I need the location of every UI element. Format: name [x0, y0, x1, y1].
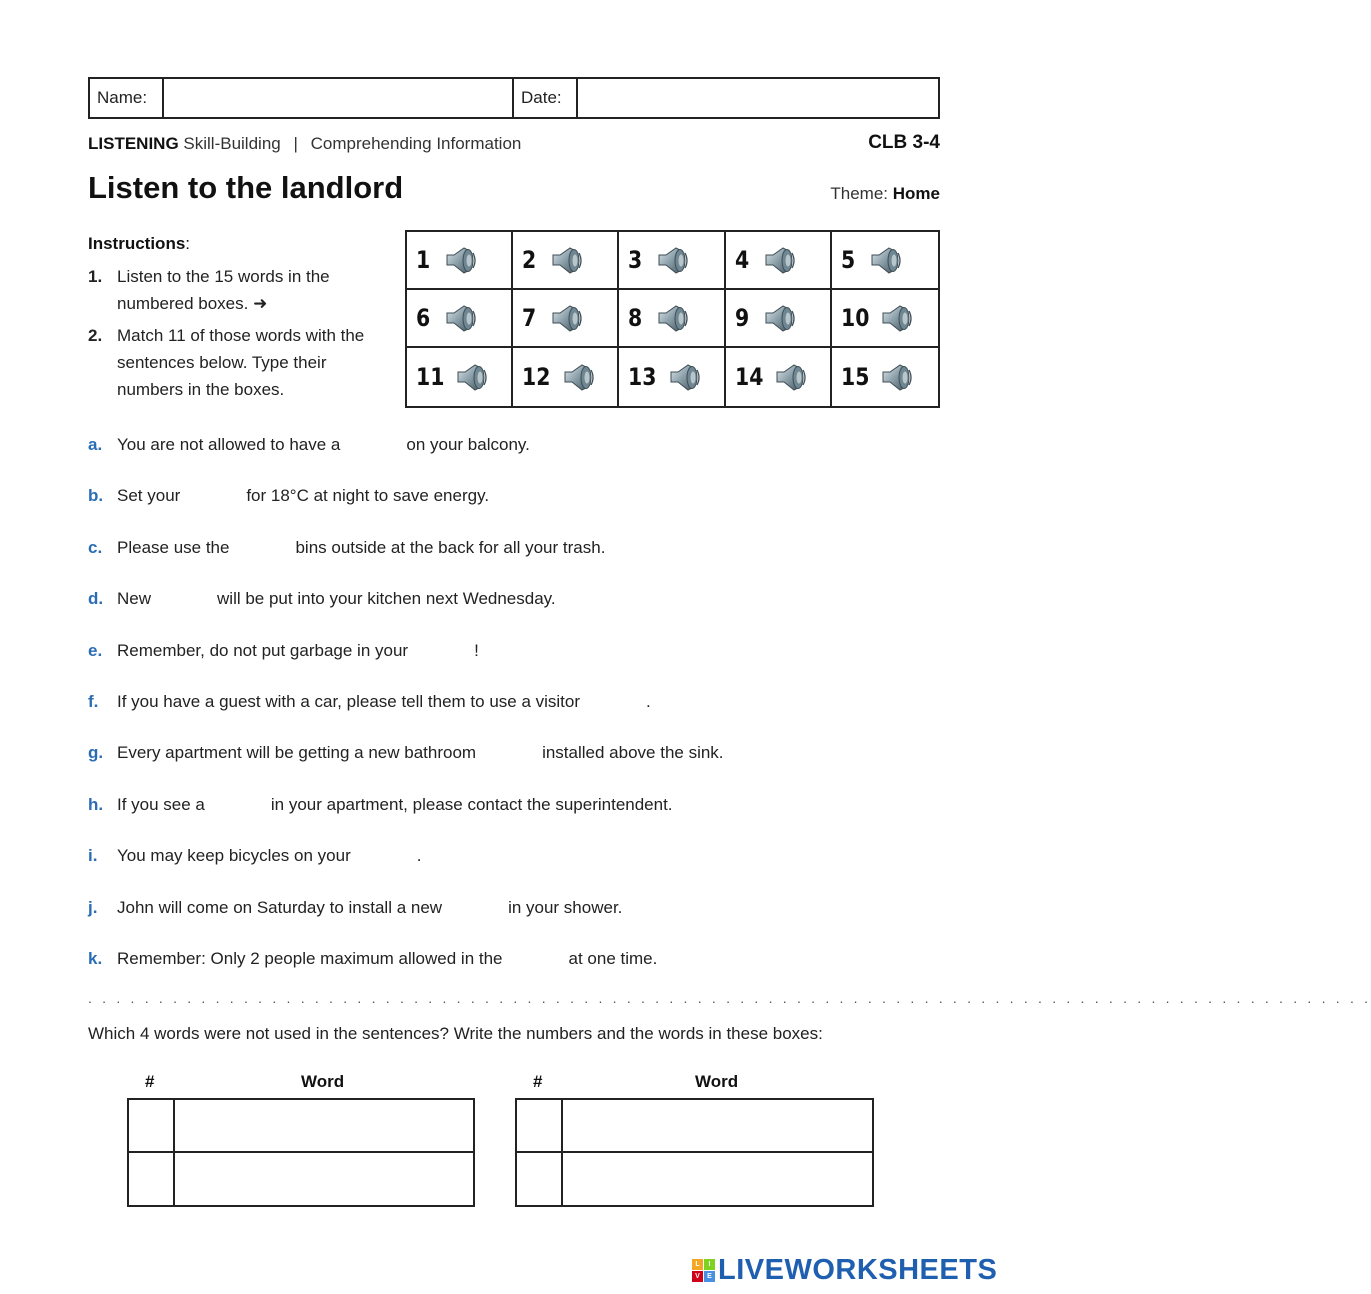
table1-word-header: Word	[301, 1072, 345, 1091]
audio-box[interactable]	[513, 348, 619, 406]
sentence-text-before: John will come on Saturday to install a new	[117, 898, 443, 917]
audio-box[interactable]	[619, 232, 725, 290]
sentence-item	[88, 739, 724, 767]
audio-box[interactable]	[726, 348, 832, 406]
speaker-icon	[550, 245, 584, 275]
answer-blank[interactable]	[478, 741, 540, 765]
sentence-text-before: You may keep bicycles on your	[117, 846, 351, 865]
sentence-letter: f.	[88, 692, 99, 711]
sentence-text-before: If you have a guest with a car, please tell them to use a visitor	[117, 692, 581, 711]
audio-box[interactable]	[513, 290, 619, 348]
unused-words-question: Which 4 words were not used in the sentences? Write the numbers and the words in these boxes:	[88, 1024, 823, 1043]
table2-word-header: Word	[695, 1072, 739, 1091]
audio-box[interactable]	[407, 348, 513, 406]
speaker-icon	[656, 245, 690, 275]
sentence-text-before: Remember, do not put garbage in your	[117, 641, 409, 660]
instructions-heading	[88, 234, 190, 254]
sentence-item	[88, 482, 489, 510]
audio-box-number: 15	[840, 363, 870, 391]
theme-label: Theme:	[830, 184, 889, 203]
table-row	[517, 1153, 872, 1206]
audio-box-number: 1	[416, 246, 431, 274]
logo-block: E	[704, 1271, 715, 1282]
word-input[interactable]	[175, 1153, 473, 1206]
number-cell	[129, 1153, 175, 1206]
sentence-text-before: Please use the	[117, 538, 230, 557]
answer-blank[interactable]	[342, 433, 404, 457]
speaker-icon	[455, 362, 489, 392]
word-cell	[175, 1153, 473, 1206]
speaker-icon	[763, 303, 797, 333]
audio-box[interactable]	[832, 348, 938, 406]
sentence-letter: k.	[88, 949, 103, 968]
date-label: Date:	[514, 79, 578, 117]
sentence-text-after: bins outside at the back for all your trash.	[295, 538, 606, 557]
answer-blank[interactable]	[231, 536, 293, 560]
sentence-text-after: !	[474, 641, 479, 660]
sentence-text-after: for 18°C at night to save energy.	[246, 486, 490, 505]
sentence-letter: h.	[88, 795, 104, 814]
instruction-step	[88, 263, 378, 317]
speaker-icon	[656, 303, 690, 333]
sentence-item	[88, 842, 421, 870]
sentence-text-after: .	[416, 846, 422, 865]
sentence-letter: a.	[88, 435, 103, 454]
name-field[interactable]	[164, 79, 512, 117]
sentence-text-after: .	[646, 692, 651, 711]
audio-box-number: 2	[522, 246, 537, 274]
sentence-text-after: installed above the sink.	[542, 743, 724, 762]
audio-box-number: 6	[416, 304, 431, 332]
sentence-item	[88, 585, 556, 613]
audio-box[interactable]	[832, 232, 938, 290]
sentence-text-before: Every apartment will be getting a new bathroom	[117, 743, 477, 762]
instruction-number: 1.	[88, 267, 103, 286]
instructions-heading-text: Instructions	[88, 234, 186, 253]
number-cell	[517, 1100, 563, 1151]
audio-box-number: 10	[840, 304, 870, 332]
page-title: Listen to the landlord	[88, 170, 404, 205]
answer-blank[interactable]	[353, 844, 415, 868]
sentence-letter: j.	[88, 898, 98, 917]
audio-box[interactable]	[619, 348, 725, 406]
number-input[interactable]	[517, 1153, 561, 1206]
speaker-icon	[444, 245, 478, 275]
audio-box-number: 14	[734, 363, 763, 391]
word-cell	[563, 1100, 872, 1151]
sentence-text-after: at one time.	[568, 949, 658, 968]
sentence-item	[88, 688, 651, 716]
table-row	[129, 1100, 473, 1153]
audio-box-number: 9	[734, 304, 749, 332]
answer-blank[interactable]	[182, 484, 244, 508]
word-input[interactable]	[563, 1100, 872, 1151]
sentence-letter: b.	[88, 486, 104, 505]
sentence-text-before: If you see a	[117, 795, 205, 814]
audio-word-grid	[405, 230, 940, 408]
sentence-text-after: in your apartment, please contact the superintendent.	[270, 795, 673, 814]
audio-box-number: 4	[734, 246, 749, 274]
clb-level: CLB 3-4	[868, 132, 940, 153]
number-input[interactable]	[517, 1100, 561, 1151]
liveworksheets-logo	[692, 1253, 997, 1287]
sentence-item	[88, 637, 479, 665]
sentence-text-after: in your shower.	[508, 898, 623, 917]
number-input[interactable]	[129, 1100, 173, 1151]
instruction-number: 2.	[88, 326, 103, 345]
audio-box-number: 11	[416, 363, 445, 391]
answer-blank[interactable]	[505, 947, 567, 971]
instructions-colon: :	[185, 234, 191, 253]
answer-blank[interactable]	[207, 793, 269, 817]
table-row	[517, 1100, 872, 1153]
instruction-text: Match 11 of those words with the sentences below. Type their numbers in the boxes.	[117, 326, 365, 399]
theme-value: Home	[892, 184, 940, 203]
answer-table-left	[127, 1098, 475, 1207]
sentence-item	[88, 945, 657, 973]
number-input[interactable]	[129, 1153, 173, 1206]
table2-num-header: #	[533, 1072, 543, 1091]
audio-box[interactable]	[407, 232, 513, 290]
audio-box[interactable]	[407, 290, 513, 348]
name-field-cell	[164, 79, 514, 117]
logo-block: I	[704, 1259, 715, 1270]
sentence-text-after: on your balcony.	[406, 435, 530, 454]
audio-box[interactable]	[513, 232, 619, 290]
logo-block: L	[692, 1259, 703, 1270]
word-input[interactable]	[175, 1100, 473, 1151]
skill-type: Skill-Building	[183, 134, 281, 153]
sentence-letter: g.	[88, 743, 104, 762]
answer-blank[interactable]	[444, 896, 506, 920]
subtitle-separator: |	[293, 134, 298, 153]
sentence-text-before: New	[117, 589, 152, 608]
dotted-divider: . . . . . . . . . . . . . . . . . . . . . . . . . . . . . . . . . . . . . . . . . . . . . . . . . . . . . . . . . . . . . . . . . . . . . . . . . . . . . . . . . . . . . . . . . . .	[88, 990, 1371, 1006]
name-date-row	[88, 77, 940, 119]
skill-label: LISTENING	[88, 134, 179, 153]
theme	[830, 184, 940, 204]
word-cell	[175, 1100, 473, 1151]
sentence-letter: e.	[88, 641, 103, 660]
sentence-letter: d.	[88, 589, 104, 608]
sentence-item	[88, 894, 622, 922]
sentence-item	[88, 791, 673, 819]
speaker-icon	[763, 245, 797, 275]
audio-box[interactable]	[619, 290, 725, 348]
speaker-icon	[550, 303, 584, 333]
sentence-text-before: Set your	[117, 486, 181, 505]
skill-subtitle	[88, 134, 521, 154]
speaker-icon	[880, 303, 914, 333]
date-field[interactable]	[578, 79, 938, 117]
word-input[interactable]	[563, 1153, 872, 1206]
speaker-icon	[668, 362, 702, 392]
number-cell	[129, 1100, 175, 1151]
logo-blocks-icon	[692, 1259, 715, 1282]
speaker-icon	[444, 303, 478, 333]
audio-box-number: 5	[840, 246, 855, 274]
audio-box-number: 7	[522, 304, 537, 332]
sentence-item	[88, 431, 530, 459]
table-row	[129, 1153, 473, 1206]
answer-blank[interactable]	[582, 690, 644, 714]
sentence-item	[88, 534, 605, 562]
speaker-icon	[880, 362, 914, 392]
audio-box[interactable]	[726, 232, 832, 290]
skill-area: Comprehending Information	[310, 134, 522, 153]
sentence-letter: c.	[88, 538, 103, 557]
sentence-letter: i.	[88, 846, 98, 865]
sentence-text-after: will be put into your kitchen next Wednesday.	[217, 589, 556, 608]
audio-box-number: 13	[628, 363, 657, 391]
instruction-step	[88, 322, 378, 403]
audio-box-number: 12	[522, 363, 551, 391]
date-field-cell	[578, 79, 938, 117]
answer-blank[interactable]	[410, 639, 472, 663]
audio-box[interactable]	[726, 290, 832, 348]
audio-box-number: 8	[628, 304, 643, 332]
speaker-icon	[869, 245, 903, 275]
answer-blank[interactable]	[153, 587, 215, 611]
instruction-text: Listen to the 15 words in the numbered boxes. ➜	[117, 267, 330, 313]
number-cell	[517, 1153, 563, 1206]
logo-block: V	[692, 1271, 703, 1282]
sentence-text-before: You are not allowed to have a	[117, 435, 341, 454]
audio-box-number: 3	[628, 246, 643, 274]
logo-text: LIVEWORKSHEETS	[718, 1253, 998, 1286]
word-cell	[563, 1153, 872, 1206]
table1-num-header: #	[145, 1072, 155, 1091]
sentence-text-before: Remember: Only 2 people maximum allowed in the	[117, 949, 503, 968]
name-label: Name:	[90, 79, 164, 117]
speaker-icon	[774, 362, 808, 392]
speaker-icon	[562, 362, 596, 392]
answer-table-right	[515, 1098, 874, 1207]
audio-box[interactable]	[832, 290, 938, 348]
